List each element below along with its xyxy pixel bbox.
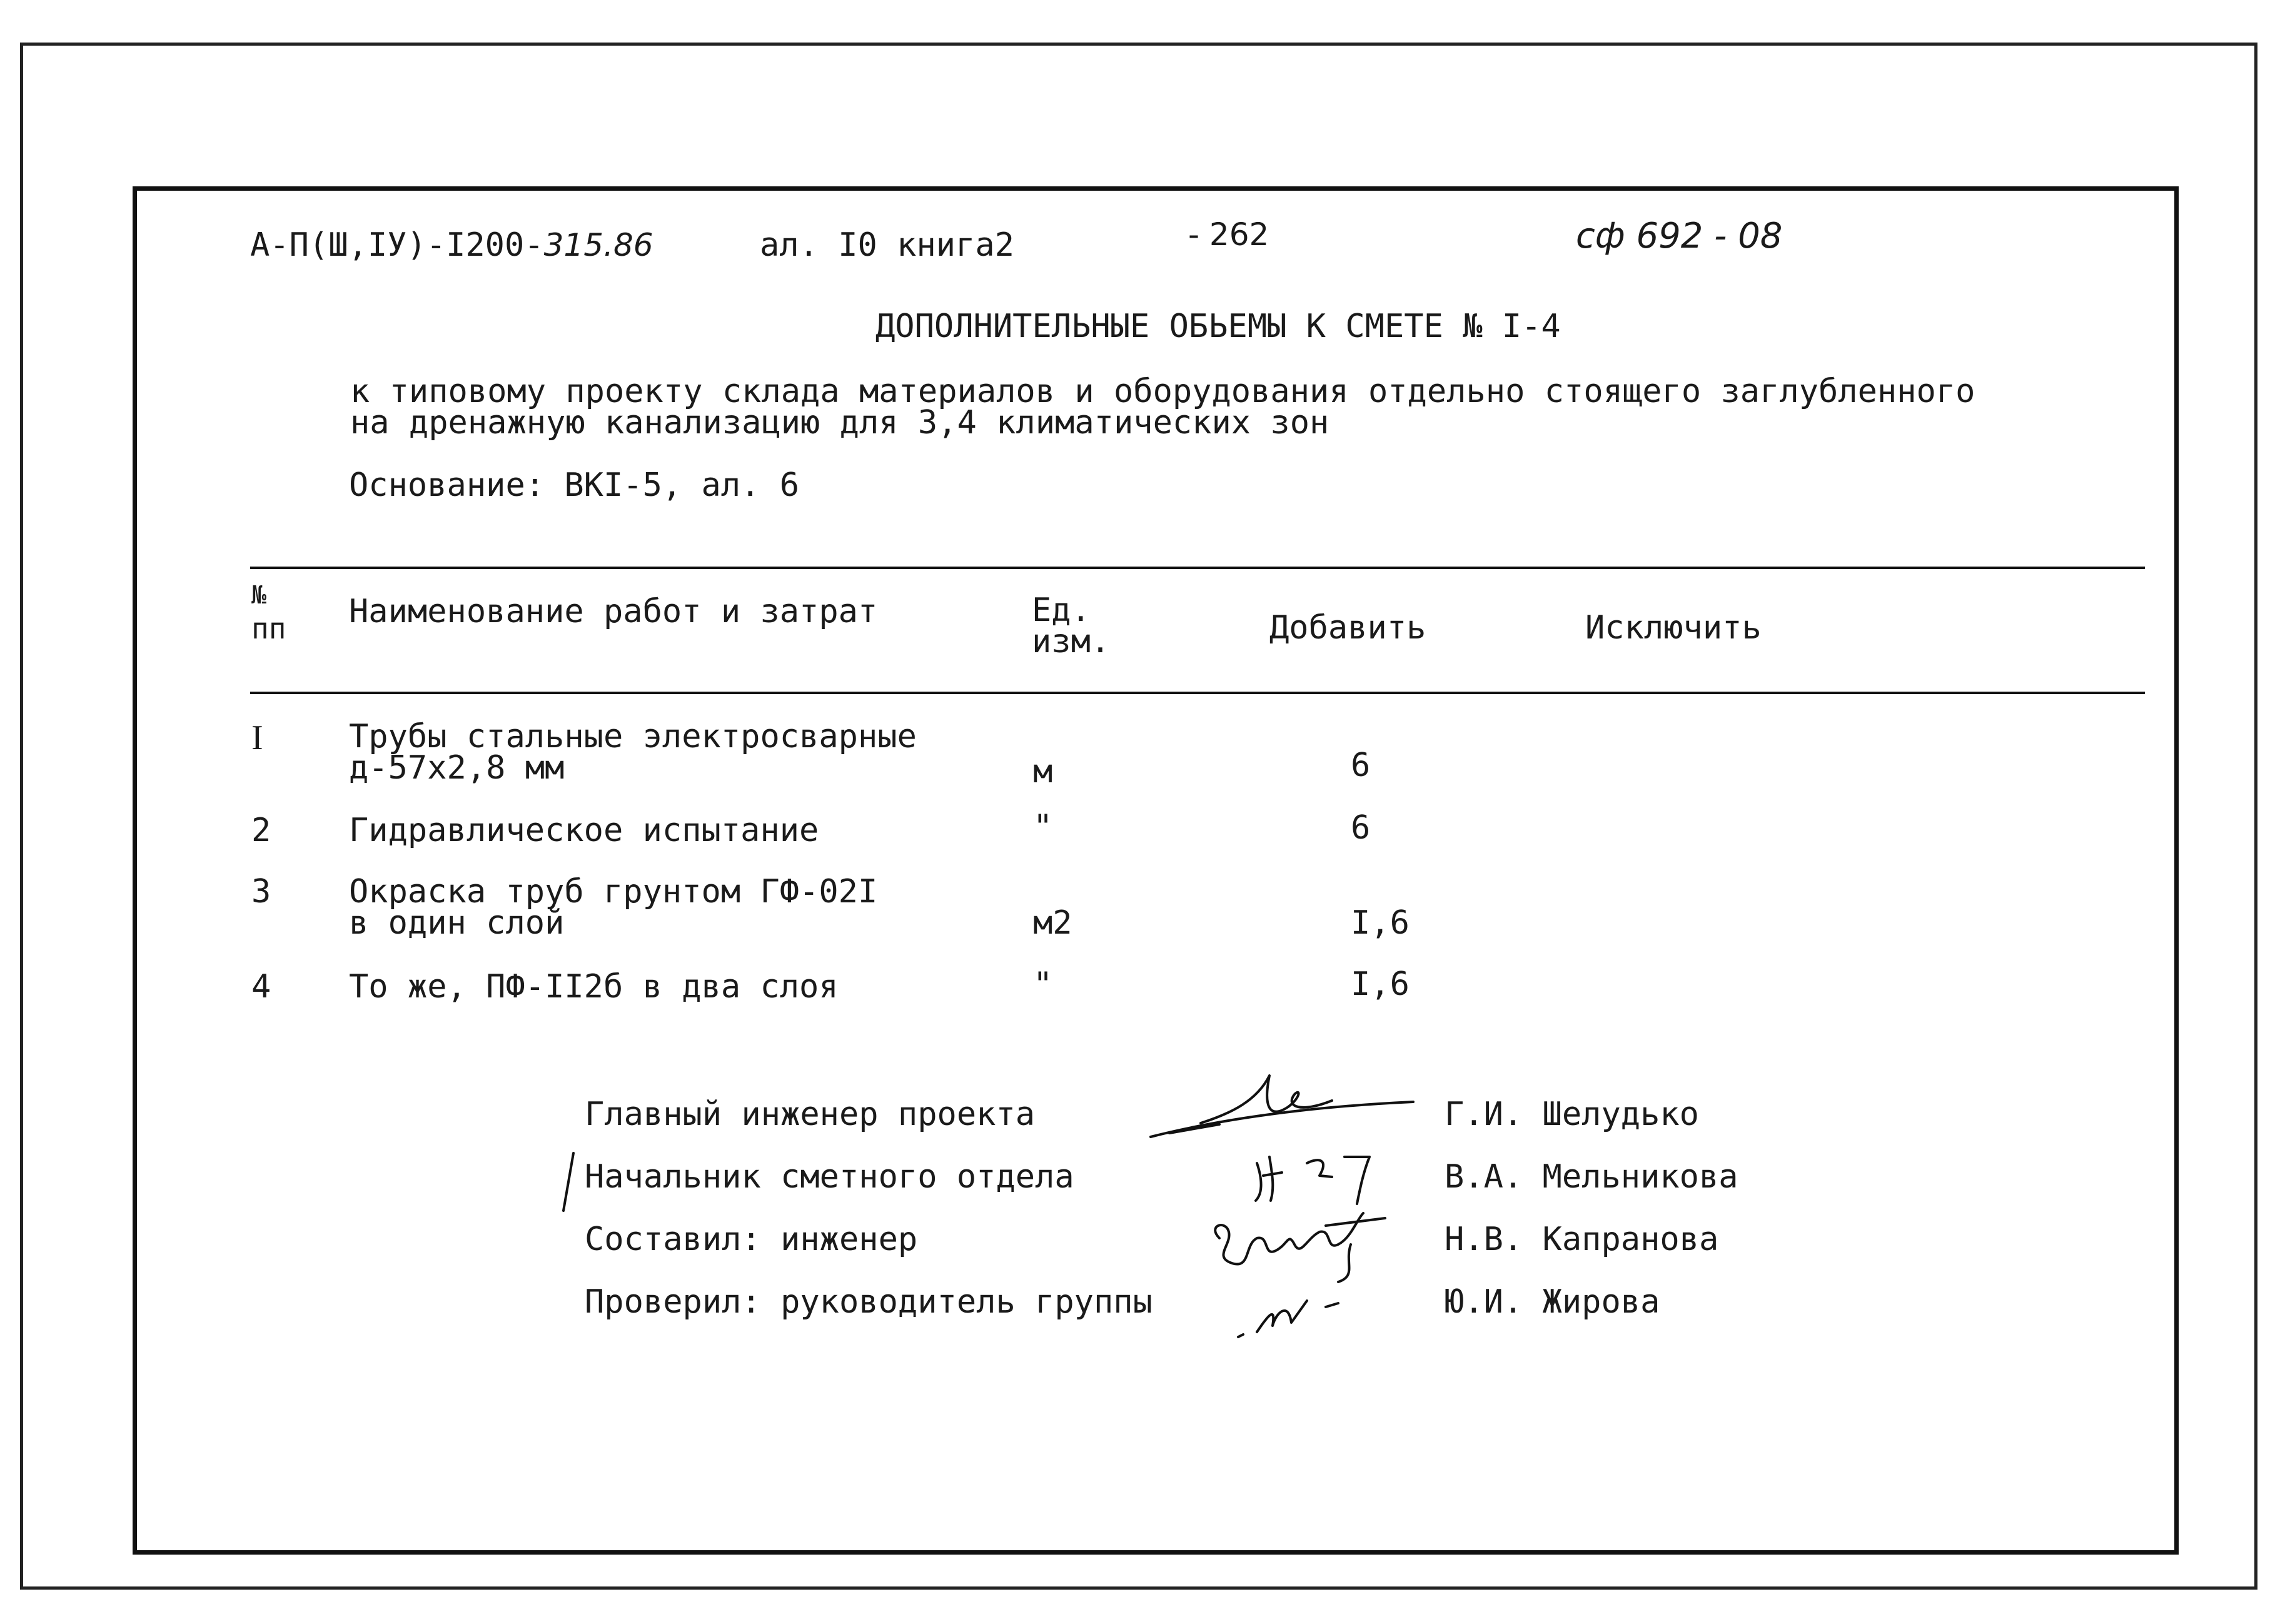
signature-estimate-head [1244, 1138, 1388, 1207]
archive-number: сф 692 - 08 [1576, 216, 1783, 256]
header-unit-1: Ед. [1032, 592, 1091, 629]
signature-role: Составил: инженер [585, 1221, 918, 1258]
table-header-rule [250, 692, 2145, 694]
row-unit: " [1033, 808, 1053, 845]
row-num: I [251, 719, 263, 757]
row-num: 3 [251, 873, 271, 910]
signature-compiler [1201, 1201, 1388, 1288]
row-unit: " [1033, 966, 1053, 1003]
row-unit: м2 [1033, 904, 1072, 942]
project-code-prefix: А-П(Ш,IУ)-I200- [250, 226, 544, 264]
header-exclude: Исключить [1585, 609, 1762, 647]
signature-name: В.А. Мельникова [1445, 1158, 1738, 1196]
row-unit: м [1033, 753, 1053, 790]
header-add: Добавить [1269, 609, 1426, 647]
row-add: 6 [1351, 747, 1371, 784]
signature-role: Главный инженер проекта [585, 1096, 1036, 1133]
row-name-line-2: д-57х2,8 мм [349, 749, 565, 787]
signature-role: Начальник сметного отдела [585, 1158, 1074, 1196]
header-num-symbol: № [251, 581, 267, 610]
row-add: 6 [1351, 809, 1371, 847]
header-unit-2: изм. [1032, 623, 1111, 660]
row-name-line-2: в один слой [349, 904, 565, 942]
margin-mark [560, 1151, 578, 1213]
row-name-line-1: Гидравлическое испытание [349, 812, 819, 849]
header-num-pp: пп [251, 612, 286, 645]
signature-role: Проверил: руководитель группы [585, 1283, 1153, 1321]
header-name: Наименование работ и затрат [349, 593, 878, 630]
row-name-line-1: Окраска труб грунтом ГФ-02I [349, 873, 878, 910]
document-title: ДОПОЛНИТЕЛЬНЫЕ ОБЬЕМЫ К СМЕТЕ № I-4 [875, 308, 1561, 345]
basis-text: Основание: ВКI-5, ал. 6 [349, 467, 800, 504]
signature-checker [1232, 1288, 1357, 1344]
signature-name: Ю.И. Жирова [1445, 1283, 1660, 1321]
description-line-2: на дренажную канализацию для 3,4 климатических зон [350, 404, 1329, 441]
row-num: 2 [251, 812, 271, 849]
row-add: I,6 [1351, 966, 1410, 1003]
project-code-suffix: 315.86 [543, 227, 653, 263]
table-top-rule [250, 567, 2145, 569]
signature-chief-engineer [1144, 1063, 1420, 1144]
album-ref: ал. I0 книга2 [760, 226, 1014, 264]
row-name-line-1: Трубы стальные электросварные [349, 718, 917, 755]
page-number: - 262 [1188, 216, 1269, 253]
row-add: I,6 [1351, 904, 1410, 942]
description-line-1: к типовому проекту склада материалов и оборудования отдельно стоящего заглубленного [350, 373, 1975, 410]
signature-name: Н.В. Капранова [1445, 1221, 1719, 1258]
row-name-line-1: То же, ПФ-II2б в два слоя [349, 968, 839, 1006]
project-code [250, 226, 653, 264]
row-num: 4 [251, 968, 271, 1006]
signature-name: Г.И. Шелудько [1445, 1096, 1699, 1133]
